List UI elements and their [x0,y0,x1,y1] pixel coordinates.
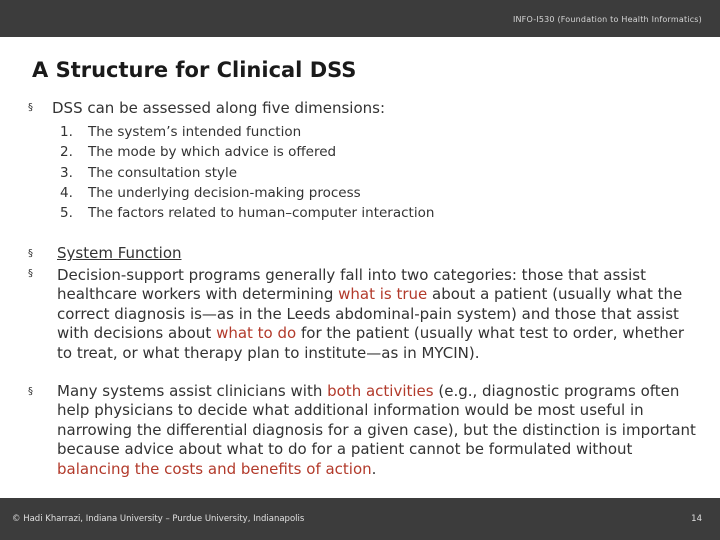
para-text: Decision-support programs generally fall into two categories: those that assist healthcare workers with determining [57,266,646,304]
list-item [60,183,434,203]
item-text: The mode by which advice is offered [88,144,337,161]
bullet-icon: § [28,268,33,279]
bullet-icon: § [28,102,33,113]
item-text: The consultation style [88,164,238,181]
highlight-text: both activities [327,382,434,400]
para-text: for the patient (usually what test to order, whether to treat, or what therapy plan to institute—as in MYCIN). [57,324,685,362]
list-item [60,163,434,183]
course-label: INFO-I530 (Foundation to Health Informatics) [512,15,702,24]
item-text: The system’s intended function [88,124,302,140]
footer-credit: © Hadi Kharrazi, Indiana University – Purdue University, Indianapolis [12,514,305,524]
paragraph-categories [57,266,702,363]
item-number: 1. [60,124,73,140]
page-number: 14 [691,514,702,524]
item-number: 2. [60,144,73,161]
list-item [60,203,434,223]
list-item [60,122,434,142]
system-function-link[interactable]: System Function [57,244,182,262]
item-number: 4. [60,184,73,201]
intro-text: DSS can be assessed along five dimensions: [52,99,386,117]
highlight-text: what is true [338,285,428,304]
dimensions-list [60,122,434,223]
para-text: about a patient (usually what the correct diagnosis is—as in the Leeds abdominal-pain system) and those that assist with decisions about [57,285,683,343]
bullet-icon: § [28,248,33,259]
header-bar [0,0,720,37]
footer-bar [0,498,720,540]
section-heading [57,244,702,263]
slide-title: A Structure for Clinical DSS [32,58,357,82]
highlight-text: balancing the costs and benefits of action [57,459,372,478]
list-item [60,142,434,162]
item-text: The underlying decision-making process [88,184,361,201]
highlight-text: what to do [216,324,297,343]
para-text: (e.g., diagnostic programs often help physicians to decide what additional information would be most useful in narrowing the differential diagnosis for a given case), but the distinction is important because advice about what to do for a patient cannot be formulated without [57,382,696,459]
item-text: The factors related to human–computer interaction [88,205,435,222]
para-text: Many systems assist clinicians with [57,382,328,400]
paragraph-both-activities [57,382,702,479]
item-number: 3. [60,164,73,181]
para-text: . [371,459,377,478]
bullet-icon: § [28,386,33,397]
item-number: 5. [60,205,73,222]
